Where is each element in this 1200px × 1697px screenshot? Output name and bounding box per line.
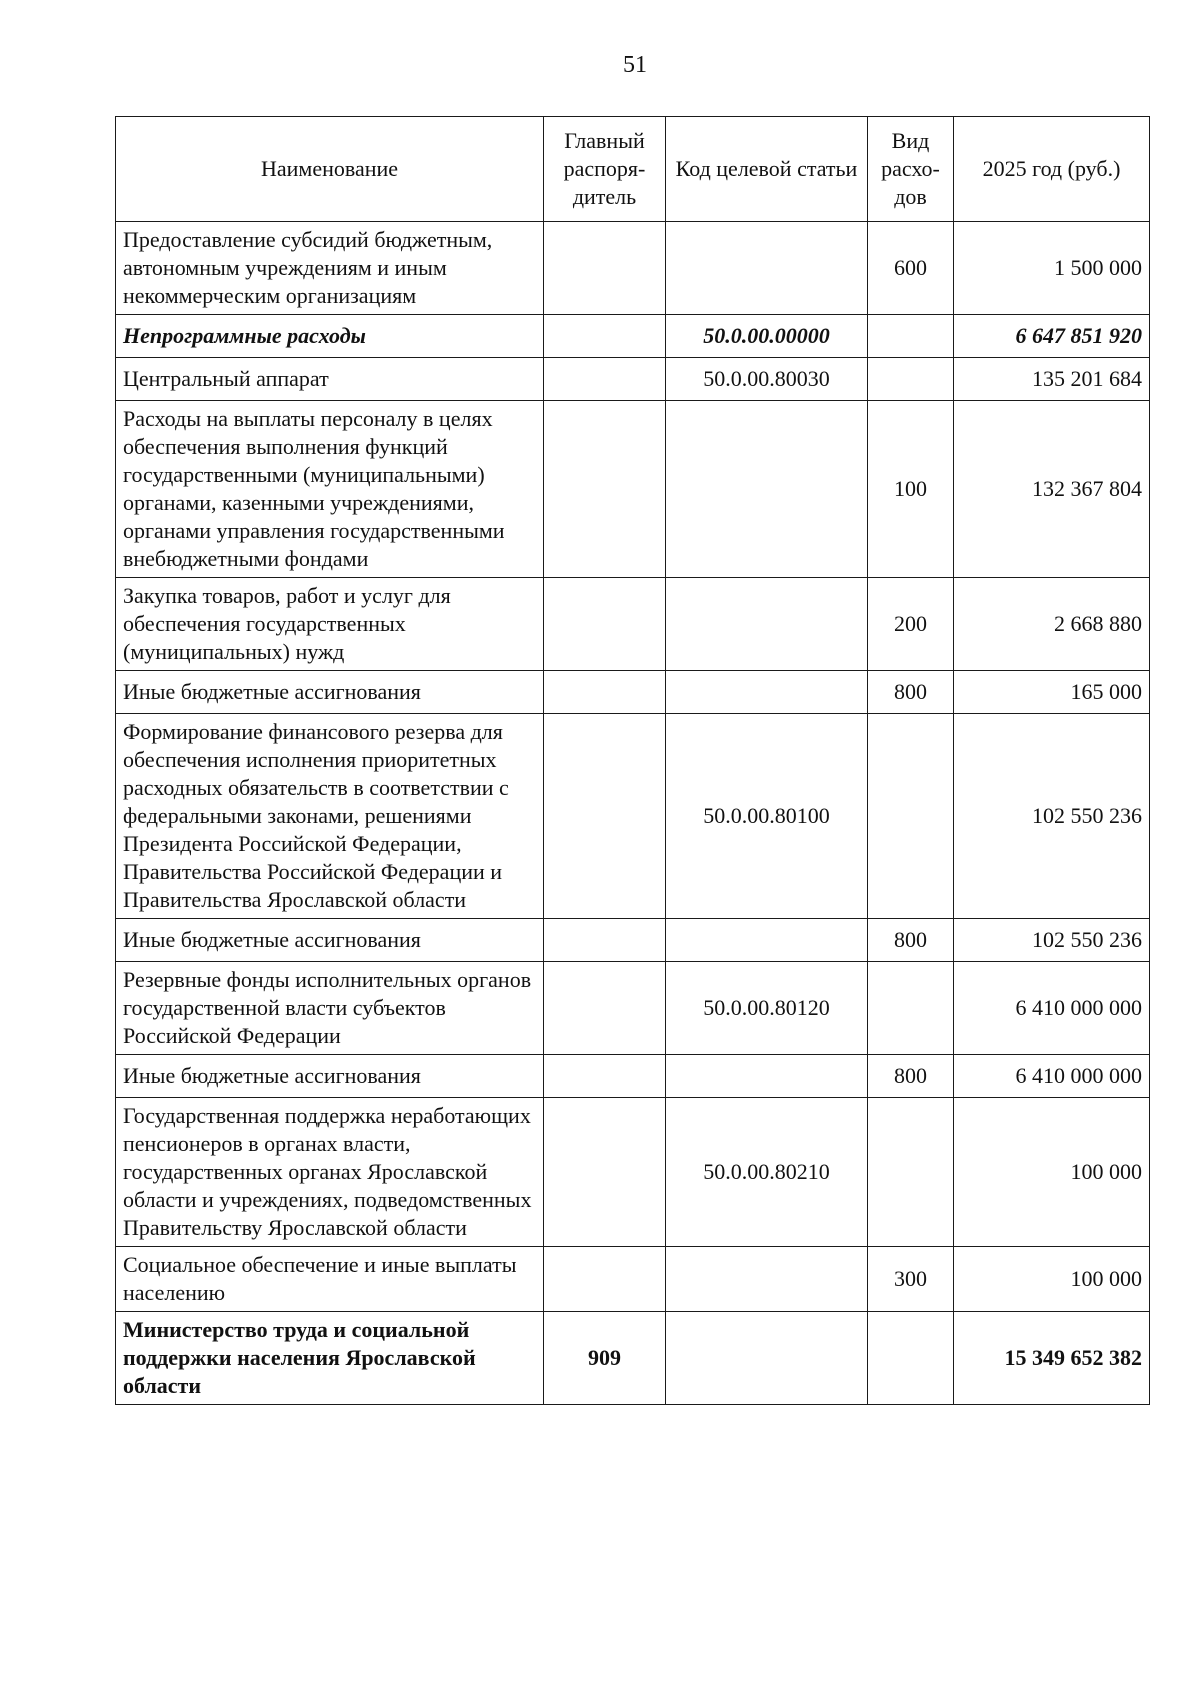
row-vid	[868, 358, 954, 401]
row-vid	[868, 1098, 954, 1247]
header-glavny: Главный распоря-дитель	[544, 117, 666, 222]
table-row	[116, 1247, 1150, 1312]
row-sum: 135 201 684	[954, 358, 1150, 401]
table-row	[116, 919, 1150, 962]
row-vid: 300	[868, 1247, 954, 1312]
table-row	[116, 578, 1150, 671]
row-kod: 50.0.00.80030	[666, 358, 868, 401]
row-vid	[868, 714, 954, 919]
row-name: Предоставление субсидий бюджетным, автономным учреждениям и иным некоммерческим организациям	[116, 222, 544, 315]
row-kod	[666, 671, 868, 714]
row-sum: 165 000	[954, 671, 1150, 714]
row-sum: 2 668 880	[954, 578, 1150, 671]
row-name: Государственная поддержка неработающих пенсионеров в органах власти, государственных органах Ярославской области и учреждениях, подведомственных Правительству Ярославской области	[116, 1098, 544, 1247]
header-kod: Код целевой статьи	[666, 117, 868, 222]
table-row	[116, 315, 1150, 358]
row-glavny	[544, 671, 666, 714]
table-row	[116, 1312, 1150, 1405]
row-kod	[666, 1055, 868, 1098]
row-vid	[868, 315, 954, 358]
page-number: 51	[623, 52, 647, 78]
row-glavny	[544, 962, 666, 1055]
row-glavny	[544, 401, 666, 578]
row-vid: 100	[868, 401, 954, 578]
row-name: Резервные фонды исполнительных органов государственной власти субъектов Российской Федерации	[116, 962, 544, 1055]
row-sum: 102 550 236	[954, 714, 1150, 919]
header-vid: Вид расхо-дов	[868, 117, 954, 222]
table-row	[116, 962, 1150, 1055]
row-name: Центральный аппарат	[116, 358, 544, 401]
row-name: Иные бюджетные ассигнования	[116, 671, 544, 714]
row-name: Иные бюджетные ассигнования	[116, 1055, 544, 1098]
row-sum: 100 000	[954, 1098, 1150, 1247]
row-kod	[666, 1247, 868, 1312]
row-glavny	[544, 578, 666, 671]
table-header-row	[116, 117, 1150, 222]
row-kod	[666, 1312, 868, 1405]
row-sum: 102 550 236	[954, 919, 1150, 962]
row-kod: 50.0.00.80210	[666, 1098, 868, 1247]
row-glavny: 909	[544, 1312, 666, 1405]
row-sum: 15 349 652 382	[954, 1312, 1150, 1405]
row-sum: 1 500 000	[954, 222, 1150, 315]
row-sum: 6 410 000 000	[954, 1055, 1150, 1098]
row-name: Социальное обеспечение и иные выплаты населению	[116, 1247, 544, 1312]
budget-table	[115, 116, 1150, 1405]
row-name: Закупка товаров, работ и услуг для обеспечения государственных (муниципальных) нужд	[116, 578, 544, 671]
row-vid: 200	[868, 578, 954, 671]
row-glavny	[544, 919, 666, 962]
row-kod	[666, 222, 868, 315]
table-row	[116, 358, 1150, 401]
header-name: Наименование	[116, 117, 544, 222]
row-glavny	[544, 1247, 666, 1312]
row-kod: 50.0.00.80100	[666, 714, 868, 919]
table-row	[116, 222, 1150, 315]
row-vid: 600	[868, 222, 954, 315]
row-name: Расходы на выплаты персоналу в целях обеспечения выполнения функций государственными (муниципальными) органами, казенными учреждениями, органами управления государственными внебюджетными фондами	[116, 401, 544, 578]
row-sum: 132 367 804	[954, 401, 1150, 578]
row-glavny	[544, 1055, 666, 1098]
row-sum: 6 410 000 000	[954, 962, 1150, 1055]
header-sum: 2025 год (руб.)	[954, 117, 1150, 222]
table-row	[116, 714, 1150, 919]
row-glavny	[544, 315, 666, 358]
row-kod: 50.0.00.80120	[666, 962, 868, 1055]
table-row	[116, 1098, 1150, 1247]
row-name: Министерство труда и социальной поддержки населения Ярославской области	[116, 1312, 544, 1405]
row-glavny	[544, 1098, 666, 1247]
table-row	[116, 671, 1150, 714]
row-name: Формирование финансового резерва для обеспечения исполнения приоритетных расходных обязательств в соответствии с федеральными законами, решениями Президента Российской Федерации, Правительства Российской Федерации и Правительства Ярославской области	[116, 714, 544, 919]
row-sum: 100 000	[954, 1247, 1150, 1312]
row-name: Иные бюджетные ассигнования	[116, 919, 544, 962]
table-row	[116, 1055, 1150, 1098]
row-kod	[666, 401, 868, 578]
row-vid: 800	[868, 919, 954, 962]
row-kod: 50.0.00.00000	[666, 315, 868, 358]
row-glavny	[544, 714, 666, 919]
row-vid: 800	[868, 1055, 954, 1098]
row-glavny	[544, 222, 666, 315]
row-glavny	[544, 358, 666, 401]
row-sum: 6 647 851 920	[954, 315, 1150, 358]
row-vid: 800	[868, 671, 954, 714]
row-kod	[666, 919, 868, 962]
row-vid	[868, 1312, 954, 1405]
row-kod	[666, 578, 868, 671]
table-row	[116, 401, 1150, 578]
row-vid	[868, 962, 954, 1055]
row-name: Непрограммные расходы	[116, 315, 544, 358]
